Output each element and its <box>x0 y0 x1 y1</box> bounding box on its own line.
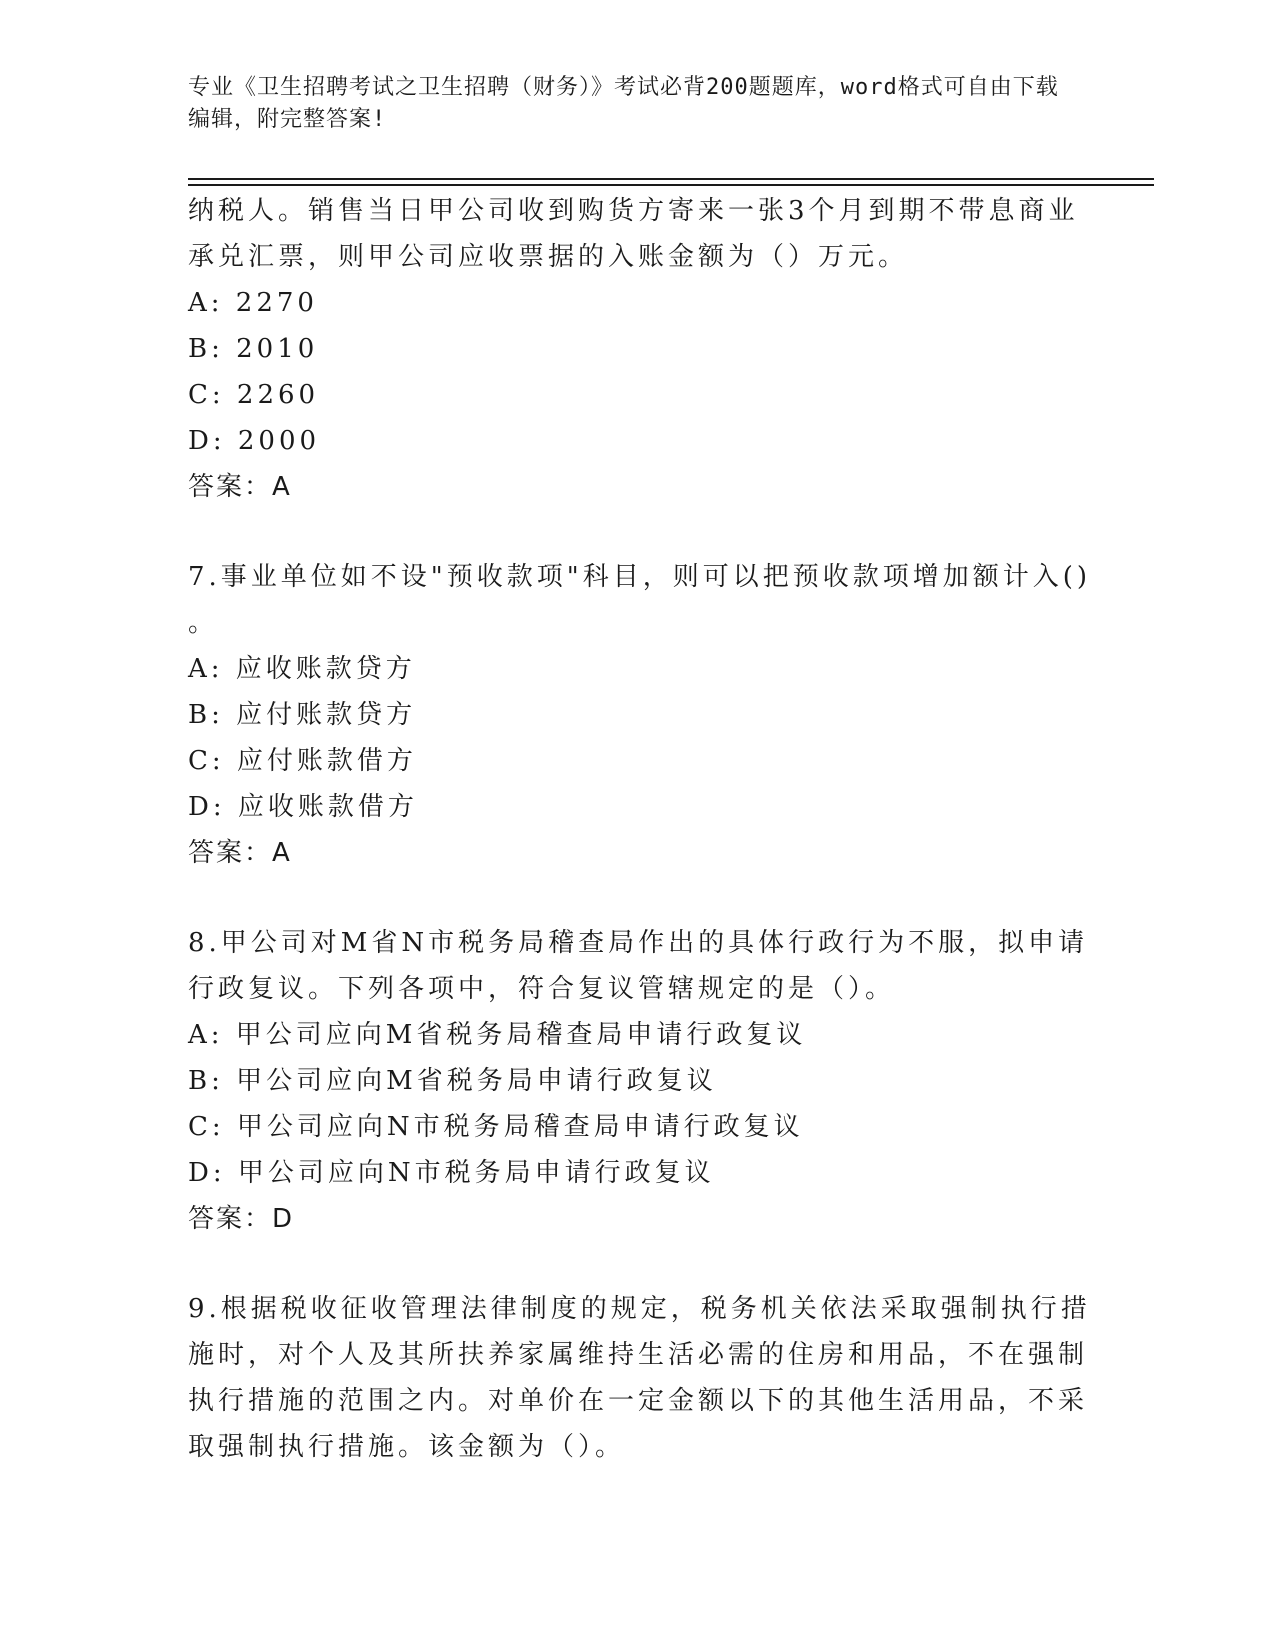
option-b: B: 2010 <box>188 334 319 364</box>
option-a: A: 应收账款贷方 <box>188 654 416 684</box>
question-stem-line: 9.根据税收征收管理法律制度的规定，税务机关依法采取强制执行措 <box>188 1294 1091 1324</box>
option-d: D: 甲公司应向N市税务局申请行政复议 <box>188 1158 715 1188</box>
spacer <box>188 1242 1068 1286</box>
spacer <box>188 510 1068 554</box>
option-c: C: 应付账款借方 <box>188 746 417 776</box>
answer-line: 答案：A <box>188 838 292 868</box>
question-stem-line: 执行措施的范围之内。对单价在一定金额以下的其他生活用品，不采 <box>188 1386 1089 1416</box>
question-list <box>188 188 1092 1470</box>
question-block <box>188 920 1089 1242</box>
question-stem-line: 取强制执行措施。该金额为（）。 <box>188 1432 626 1462</box>
question-stem-line: 承兑汇票，则甲公司应收票据的入账金额为（）万元。 <box>188 242 909 272</box>
question-block <box>188 554 1092 876</box>
spacer <box>188 876 1068 920</box>
header-divider-top <box>188 178 1154 180</box>
option-b: B: 甲公司应向M省税务局申请行政复议 <box>188 1066 717 1096</box>
question-stem-line: 行政复议。下列各项中，符合复议管辖规定的是（）。 <box>188 974 896 1004</box>
question-stem-line: 施时，对个人及其所扶养家属维持生活必需的住房和用品，不在强制 <box>188 1340 1089 1370</box>
option-d: D: 应收账款借方 <box>188 792 418 822</box>
document-header <box>188 72 1068 136</box>
option-c: C: 2260 <box>188 380 320 410</box>
question-block <box>188 188 1079 510</box>
question-stem-line: 纳税人。销售当日甲公司收到购货方寄来一张3个月到期不带息商业 <box>188 196 1079 226</box>
option-c: C: 甲公司应向N市税务局稽查局申请行政复议 <box>188 1112 804 1142</box>
question-stem-line: 8.甲公司对M省N市税务局稽查局作出的具体行政行为不服，拟申请 <box>188 928 1089 958</box>
answer-line: 答案：A <box>188 472 292 502</box>
question-block <box>188 1286 1091 1470</box>
header-title: 专业《卫生招聘考试之卫生招聘（财务）》考试必背200题题库，word格式可自由下载编辑，附完整答案! <box>188 75 1059 132</box>
question-stem-line: 。 <box>188 608 219 638</box>
question-stem-line: 7.事业单位如不设"预收款项"科目，则可以把预收款项增加额计入() <box>188 562 1092 592</box>
answer-line: 答案：D <box>188 1204 295 1234</box>
option-a: A: 2270 <box>188 288 318 318</box>
option-d: D: 2000 <box>188 426 321 456</box>
option-a: A: 甲公司应向M省税务局稽查局申请行政复议 <box>188 1020 807 1050</box>
option-b: B: 应付账款贷方 <box>188 700 417 730</box>
header-divider-bottom <box>188 184 1154 186</box>
